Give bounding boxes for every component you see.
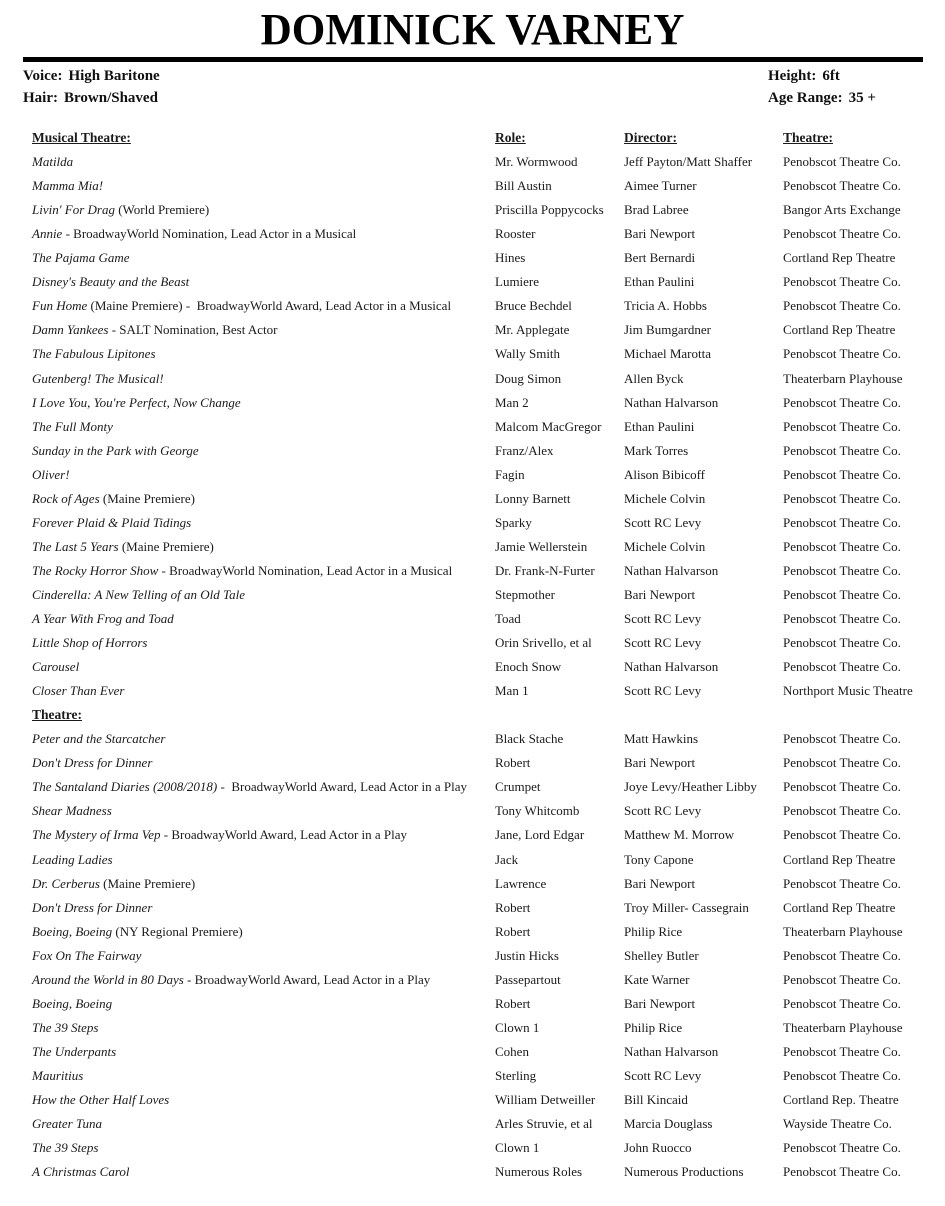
credit-theatre: Wayside Theatre Co. xyxy=(783,1116,892,1132)
credit-director: Nathan Halvarson xyxy=(624,659,719,675)
credit-theatre: Penobscot Theatre Co. xyxy=(783,827,901,843)
credit-show xyxy=(32,607,174,631)
credit-director: Scott RC Levy xyxy=(624,514,702,530)
credit-show xyxy=(32,1112,102,1136)
show-note: BroadwayWorld Award, Lead Actor in a Play xyxy=(228,779,467,795)
credit-director: Philip Rice xyxy=(624,923,683,939)
credit-theatre: Penobscot Theatre Co. xyxy=(783,274,901,290)
credit-row xyxy=(0,631,945,655)
credit-director: Scott RC Levy xyxy=(624,635,702,651)
credit-row xyxy=(0,487,945,511)
age-range-value: 35 + xyxy=(848,90,876,106)
credit-role: Lumiere xyxy=(495,274,540,290)
header-divider xyxy=(23,57,923,62)
show-title: The Underpants xyxy=(32,1043,117,1059)
credit-row xyxy=(0,944,945,968)
credit-theatre: Penobscot Theatre Co. xyxy=(783,659,901,675)
credit-role: Robert xyxy=(495,899,531,915)
credit-row xyxy=(0,727,945,751)
credit-role: Crumpet xyxy=(495,779,541,795)
show-title: How the Other Half Loves xyxy=(32,1092,170,1107)
show-title: Fun Home xyxy=(32,298,88,314)
credit-row xyxy=(0,992,945,1016)
credit-theatre: Penobscot Theatre Co. xyxy=(783,226,901,242)
credit-director: Aimee Turner xyxy=(624,178,697,194)
credit-role: Numerous Roles xyxy=(495,1164,583,1180)
credit-role: William Detweiller xyxy=(495,1092,596,1107)
role-column-header: Role: xyxy=(495,130,526,145)
show-title: Greater Tuna xyxy=(32,1116,102,1132)
credit-row xyxy=(0,1064,945,1088)
credit-theatre: Cortland Rep Theatre xyxy=(783,322,896,338)
show-note: (Maine Premiere) xyxy=(99,875,196,891)
credit-theatre: Penobscot Theatre Co. xyxy=(783,154,901,170)
credit-theatre: Penobscot Theatre Co. xyxy=(783,586,901,602)
credit-theatre: Penobscot Theatre Co. xyxy=(783,562,901,578)
credit-show xyxy=(32,511,191,535)
credit-theatre: Cortland Rep. Theatre xyxy=(783,1092,899,1107)
credit-director: Scott RC Levy xyxy=(624,611,702,626)
credit-director: Allen Byck xyxy=(624,370,684,386)
credit-role: Rooster xyxy=(495,226,536,242)
show-note: (Maine Premiere) - BroadwayWorld Award, Lead Actor in a Musical xyxy=(87,298,452,314)
credit-role: Orin Srivello, et al xyxy=(495,635,592,651)
credit-row xyxy=(0,920,945,944)
credit-theatre: Penobscot Theatre Co. xyxy=(783,298,901,314)
show-note: (Maine Premiere) xyxy=(99,490,195,506)
credit-show xyxy=(32,848,113,872)
credit-show xyxy=(32,583,245,607)
credit-theatre: Penobscot Theatre Co. xyxy=(783,538,901,554)
credit-row xyxy=(0,391,945,415)
credit-row xyxy=(0,799,945,823)
credit-row xyxy=(0,222,945,246)
credit-role: Sparky xyxy=(495,514,532,530)
credit-theatre: Penobscot Theatre Co. xyxy=(783,875,901,891)
show-note: - BroadwayWorld Nomination, Lead Actor in a Musical xyxy=(158,562,453,578)
credit-row xyxy=(0,367,945,391)
credit-show xyxy=(32,1088,169,1112)
credit-director: Scott RC Levy xyxy=(624,1067,702,1083)
show-title: Shear Madness xyxy=(32,803,112,819)
section-header xyxy=(0,126,945,150)
credit-theatre: Penobscot Theatre Co. xyxy=(783,466,901,482)
age-range-stat xyxy=(768,90,876,107)
credit-role: Robert xyxy=(495,755,531,771)
credit-show xyxy=(32,1040,116,1064)
credit-director: Kate Warner xyxy=(624,971,690,987)
credit-theatre: Northport Music Theatre xyxy=(783,683,913,699)
show-title: Boeing, Boeing xyxy=(32,923,113,939)
credit-role: Jack xyxy=(495,851,519,867)
credit-theatre: Penobscot Theatre Co. xyxy=(783,1140,901,1156)
show-title: The Santaland Diaries (2008/2018) - xyxy=(32,779,229,795)
show-title: Don't Dress for Dinner xyxy=(32,755,153,771)
show-title: Damn Yankees xyxy=(32,322,109,338)
credit-director: Bari Newport xyxy=(624,995,696,1011)
credit-row xyxy=(0,775,945,799)
credit-director: Mark Torres xyxy=(624,442,689,458)
credit-theatre: Penobscot Theatre Co. xyxy=(783,394,901,410)
credit-theatre: Penobscot Theatre Co. xyxy=(783,490,901,506)
show-title: Mamma Mia! xyxy=(32,178,104,194)
show-title: The Rocky Horror Show xyxy=(32,562,159,578)
credit-director: Jeff Payton/Matt Shaffer xyxy=(624,154,753,170)
show-title: Peter and the Starcatcher xyxy=(32,731,166,747)
credit-role: Enoch Snow xyxy=(495,659,562,675)
credit-director: Ethan Paulini xyxy=(624,274,695,290)
credit-theatre: Penobscot Theatre Co. xyxy=(783,947,901,963)
credit-role: Stepmother xyxy=(495,586,555,602)
show-title: The Full Monty xyxy=(32,418,113,434)
show-title: Boeing, Boeing xyxy=(32,995,113,1011)
hair-value: Brown/Shaved xyxy=(64,90,158,106)
credit-show xyxy=(32,246,130,270)
credit-role: Man 2 xyxy=(495,394,529,410)
credit-role: Man 1 xyxy=(495,683,529,699)
height-label: Height: xyxy=(768,68,817,84)
credit-role: Mr. Applegate xyxy=(495,322,570,338)
credit-row xyxy=(0,559,945,583)
show-title: Cinderella: A New Telling of an Old Tale xyxy=(32,586,245,602)
credit-role: Clown 1 xyxy=(495,1019,540,1035)
credit-director: Nathan Halvarson xyxy=(624,562,719,578)
credit-theatre: Penobscot Theatre Co. xyxy=(783,803,901,819)
credit-director: Michele Colvin xyxy=(624,538,706,554)
show-note: - BroadwayWorld Award, Lead Actor in a Play xyxy=(160,827,408,843)
show-title: Gutenberg! The Musical! xyxy=(32,370,164,386)
credit-director: Nathan Halvarson xyxy=(624,394,719,410)
credit-row xyxy=(0,751,945,775)
credit-show xyxy=(32,318,277,342)
credit-theatre: Penobscot Theatre Co. xyxy=(783,611,901,626)
credit-show xyxy=(32,679,124,703)
credit-theatre: Penobscot Theatre Co. xyxy=(783,635,901,651)
credit-director: Ethan Paulini xyxy=(624,418,695,434)
credit-theatre: Penobscot Theatre Co. xyxy=(783,755,901,771)
credit-row xyxy=(0,174,945,198)
credit-role: Clown 1 xyxy=(495,1140,540,1156)
credit-show xyxy=(32,1136,98,1160)
credit-role: Sterling xyxy=(495,1067,537,1083)
show-note: - SALT Nomination, Best Actor xyxy=(108,322,278,338)
credit-role: Hines xyxy=(495,250,526,266)
show-title: Annie xyxy=(32,226,63,242)
credit-role: Lonny Barnett xyxy=(495,490,571,506)
show-title: Rock of Ages xyxy=(32,490,100,506)
credit-director: Philip Rice xyxy=(624,1019,683,1035)
credit-theatre: Penobscot Theatre Co. xyxy=(783,514,901,530)
hair-stat xyxy=(23,90,158,107)
credit-row xyxy=(0,896,945,920)
credit-role: Justin Hicks xyxy=(495,947,559,963)
credit-show xyxy=(32,174,103,198)
credit-theatre: Penobscot Theatre Co. xyxy=(783,971,901,987)
credit-show xyxy=(32,1016,98,1040)
credit-show xyxy=(32,751,152,775)
show-title: Carousel xyxy=(32,659,80,675)
credit-role: Robert xyxy=(495,995,531,1011)
show-note: - BroadwayWorld Nomination, Lead Actor in a Musical xyxy=(62,226,357,242)
show-title: A Christmas Carol xyxy=(32,1164,130,1180)
credit-director: Troy Miller- Cassegrain xyxy=(624,899,749,915)
show-title: Little Shop of Horrors xyxy=(32,635,148,651)
credit-theatre: Penobscot Theatre Co. xyxy=(783,418,901,434)
credit-role: Tony Whitcomb xyxy=(495,803,580,819)
credit-show xyxy=(32,463,70,487)
credit-role: Black Stache xyxy=(495,731,564,747)
show-title: The Mystery of Irma Vep xyxy=(32,827,161,843)
credit-role: Priscilla Poppycocks xyxy=(495,202,604,218)
show-title: Mauritius xyxy=(32,1067,84,1083)
credit-theatre: Theaterbarn Playhouse xyxy=(783,370,903,386)
credit-director: Michael Marotta xyxy=(624,346,711,362)
credit-director: Scott RC Levy xyxy=(624,683,702,699)
credit-role: Lawrence xyxy=(495,875,547,891)
credit-row xyxy=(0,318,945,342)
credit-theatre: Penobscot Theatre Co. xyxy=(783,779,901,795)
show-title: A Year With Frog and Toad xyxy=(32,611,174,626)
credit-show xyxy=(32,198,209,222)
credit-row xyxy=(0,535,945,559)
show-note: (Maine Premiere) xyxy=(118,538,214,554)
credit-role: Bruce Bechdel xyxy=(495,298,572,314)
credit-row xyxy=(0,1088,945,1112)
credit-show xyxy=(32,823,407,847)
section-heading: Musical Theatre: xyxy=(32,130,131,145)
credit-show xyxy=(32,1160,130,1184)
credit-show xyxy=(32,799,112,823)
credit-show xyxy=(32,367,164,391)
show-title: The Last 5 Years xyxy=(32,538,119,554)
show-title: Fox On The Fairway xyxy=(32,947,142,963)
credit-show xyxy=(32,920,243,944)
credit-show xyxy=(32,150,73,174)
credit-theatre: Penobscot Theatre Co. xyxy=(783,346,901,362)
credit-row xyxy=(0,1016,945,1040)
show-title: Matilda xyxy=(32,154,74,170)
credit-show xyxy=(32,342,156,366)
credit-show xyxy=(32,631,147,655)
show-note: (NY Regional Premiere) xyxy=(112,923,243,939)
credit-row xyxy=(0,246,945,270)
credit-role: Passepartout xyxy=(495,971,561,987)
section-header xyxy=(0,703,945,727)
credit-row xyxy=(0,679,945,703)
credit-row xyxy=(0,1040,945,1064)
credit-director: Bari Newport xyxy=(624,875,696,891)
credit-theatre: Penobscot Theatre Co. xyxy=(783,995,901,1011)
height-value: 6ft xyxy=(822,68,840,84)
credit-theatre: Penobscot Theatre Co. xyxy=(783,1164,901,1180)
show-title: Forever Plaid & Plaid Tidings xyxy=(32,514,192,530)
credit-director: Marcia Douglass xyxy=(624,1116,713,1132)
credit-role: Bill Austin xyxy=(495,178,552,194)
credit-theatre: Penobscot Theatre Co. xyxy=(783,442,901,458)
credit-show xyxy=(32,222,356,246)
credit-row xyxy=(0,848,945,872)
credit-director: Bari Newport xyxy=(624,226,696,242)
show-title: I Love You, You're Perfect, Now Change xyxy=(32,394,241,410)
credit-show xyxy=(32,535,214,559)
credit-row xyxy=(0,342,945,366)
credit-role: Jane, Lord Edgar xyxy=(495,827,585,843)
credit-show xyxy=(32,944,141,968)
credit-role: Malcom MacGregor xyxy=(495,418,602,434)
performer-name: DOMINICK VARNEY xyxy=(260,5,685,54)
credit-row xyxy=(0,1136,945,1160)
credit-director: Nathan Halvarson xyxy=(624,1043,719,1059)
credit-show xyxy=(32,992,112,1016)
credit-row xyxy=(0,511,945,535)
show-title: Don't Dress for Dinner xyxy=(32,899,153,915)
credit-theatre: Penobscot Theatre Co. xyxy=(783,731,901,747)
show-title: Leading Ladies xyxy=(32,851,113,867)
credit-director: Alison Bibicoff xyxy=(624,466,706,482)
credit-director: Bill Kincaid xyxy=(624,1092,688,1107)
credit-show xyxy=(32,896,152,920)
credit-row xyxy=(0,463,945,487)
director-column-header: Director: xyxy=(624,130,677,145)
credit-row xyxy=(0,583,945,607)
credit-row xyxy=(0,415,945,439)
credit-role: Cohen xyxy=(495,1043,529,1059)
credit-role: Toad xyxy=(495,611,521,626)
credit-row xyxy=(0,1112,945,1136)
credit-row xyxy=(0,150,945,174)
credit-director: Scott RC Levy xyxy=(624,803,702,819)
credit-theatre: Theaterbarn Playhouse xyxy=(783,1019,903,1035)
credit-row xyxy=(0,872,945,896)
credit-role: Arles Struvie, et al xyxy=(495,1116,593,1132)
credit-role: Dr. Frank-N-Furter xyxy=(495,562,595,578)
credit-director: Michele Colvin xyxy=(624,490,706,506)
credit-row xyxy=(0,294,945,318)
credit-show xyxy=(32,655,79,679)
show-note: (World Premiere) xyxy=(114,202,210,218)
credit-role: Jamie Wellerstein xyxy=(495,538,588,554)
credit-director: Joye Levy/Heather Libby xyxy=(624,779,757,795)
hair-label: Hair: xyxy=(23,90,58,106)
credit-show xyxy=(32,415,113,439)
credit-row xyxy=(0,270,945,294)
credit-show xyxy=(32,270,189,294)
credit-theatre: Penobscot Theatre Co. xyxy=(783,1043,901,1059)
show-title: The Pajama Game xyxy=(32,250,130,266)
credit-role: Doug Simon xyxy=(495,370,562,386)
show-title: The Fabulous Lipitones xyxy=(32,346,156,362)
credit-show xyxy=(32,487,195,511)
show-note: - BroadwayWorld Award, Lead Actor in a Play xyxy=(183,971,431,987)
credit-theatre: Cortland Rep Theatre xyxy=(783,851,896,867)
credit-director: Bari Newport xyxy=(624,755,696,771)
voice-label: Voice: xyxy=(23,68,63,84)
credit-show xyxy=(32,775,467,799)
show-title: Closer Than Ever xyxy=(32,683,125,699)
show-title: Sunday in the Park with George xyxy=(32,442,199,458)
height-stat xyxy=(768,68,840,85)
credit-theatre: Theaterbarn Playhouse xyxy=(783,923,903,939)
show-title: Around the World in 80 Days xyxy=(32,971,184,987)
credit-row xyxy=(0,968,945,992)
credit-director: Tony Capone xyxy=(624,851,694,867)
age-range-label: Age Range: xyxy=(768,90,843,106)
voice-value: High Baritone xyxy=(68,68,160,84)
show-title: The 39 Steps xyxy=(32,1140,99,1156)
show-title: Oliver! xyxy=(32,466,70,482)
credit-theatre: Bangor Arts Exchange xyxy=(783,202,901,218)
credit-show xyxy=(32,968,430,992)
credit-director: Shelley Butler xyxy=(624,947,699,963)
show-title: Dr. Cerberus xyxy=(32,875,100,891)
credit-role: Wally Smith xyxy=(495,346,561,362)
credit-theatre: Penobscot Theatre Co. xyxy=(783,178,901,194)
credit-role: Mr. Wormwood xyxy=(495,154,578,170)
credit-show xyxy=(32,872,195,896)
credit-row xyxy=(0,439,945,463)
credit-row xyxy=(0,607,945,631)
credit-row xyxy=(0,655,945,679)
section-heading: Theatre: xyxy=(32,707,82,723)
theatre-column-header: Theatre: xyxy=(783,130,833,145)
credit-director: Bari Newport xyxy=(624,586,696,602)
credit-theatre: Penobscot Theatre Co. xyxy=(783,1067,901,1083)
show-title: Livin' For Drag xyxy=(32,202,115,218)
show-title: The 39 Steps xyxy=(32,1019,99,1035)
credit-role: Franz/Alex xyxy=(495,442,554,458)
show-title: Disney's Beauty and the Beast xyxy=(32,274,190,290)
credit-role: Fagin xyxy=(495,466,525,482)
credit-show xyxy=(32,439,199,463)
credit-director: Matthew M. Morrow xyxy=(624,827,735,843)
credit-show xyxy=(32,727,165,751)
credit-director: Numerous Productions xyxy=(624,1164,744,1180)
credit-row xyxy=(0,1160,945,1184)
credit-director: Tricia A. Hobbs xyxy=(624,298,707,314)
credit-director: Bert Bernardi xyxy=(624,250,696,266)
voice-stat xyxy=(23,68,160,85)
credit-row xyxy=(0,198,945,222)
credit-role: Robert xyxy=(495,923,531,939)
credit-show xyxy=(32,559,452,583)
credit-show xyxy=(32,391,241,415)
credit-director: Brad Labree xyxy=(624,202,689,218)
credit-show xyxy=(32,1064,83,1088)
credit-theatre: Cortland Rep Theatre xyxy=(783,899,896,915)
credit-theatre: Cortland Rep Theatre xyxy=(783,250,896,266)
credit-director: Matt Hawkins xyxy=(624,731,699,747)
credit-row xyxy=(0,823,945,847)
credit-director: Jim Bumgardner xyxy=(624,322,712,338)
credit-director: John Ruocco xyxy=(624,1140,692,1156)
credit-show xyxy=(32,294,451,318)
